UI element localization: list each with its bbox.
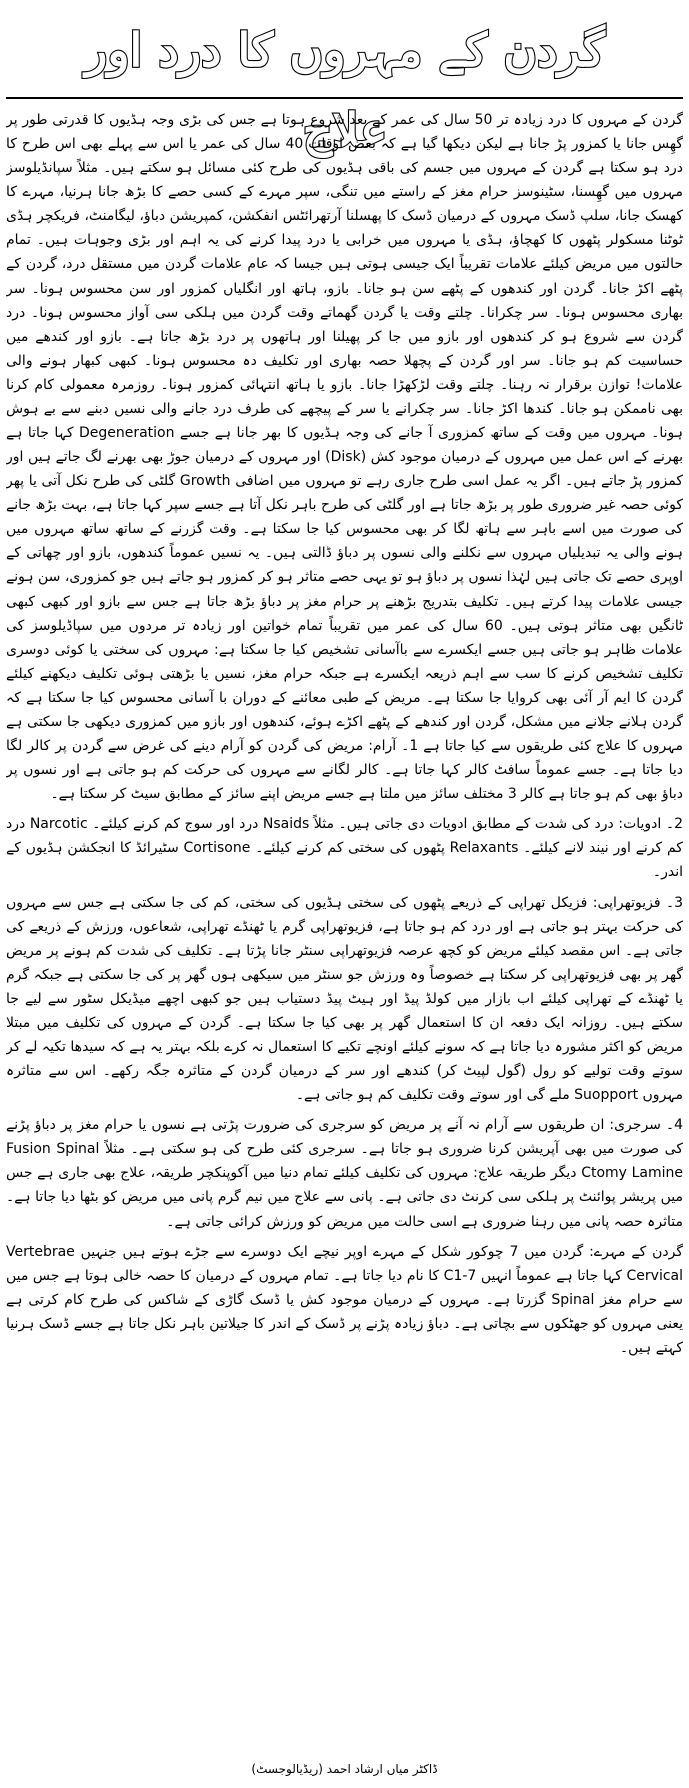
article-paragraph-intro: گردن کے مہروں کا درد زیادہ تر 50 سال کی عمر کے بعد شروع ہوتا ہے جس کی بڑی وجہ ہڈیوں کا قدرتی طور پر گھِس جانا یا کمزور پڑ جانا ہے لیکن دیکھا گیا ہے کہ بعض اوقات 40 سال کی عمر یا اس سے پہلے بھی اس طرح کا درد ہو سکتا ہے گردن کے مہروں میں جسم کی باقی ہڈیوں کی طرح کئی مسائل ہو سکتے ہیں۔ مثلاً سپانڈیلوسز مہروں میں گھِسنا، سٹینوسز حرام مغز کے راستے میں تنگی، سپر مہرے کے کسی حصے کا بڑھ جانا ہرنیا، مہرے کا کھسک جانا، سلپ ڈسک مہروں کے درمیان ڈسک کا پھسلنا آرتھرائٹس انفکشن، کمپریشن دباؤ، لیگامنٹ، فریکچر ہڈی ٹوٹنا مسکولر پٹھوں کا کھچاؤ، ہڈی یا مہروں میں خرابی یا درد پیدا کرنے کی یہ اہم اور بڑی وجوہات ہیں۔ تمام حالتوں میں مریض کیلئے علامات تقریباً ایک جیسی ہوتی ہیں جیسا کہ عام علامات گردن میں مستقل درد، گردن کے پٹھے اکڑ جانا۔ گردن اور کندھوں کے پٹھے سن ہو جانا۔ بازو، ہاتھ اور انگلیاں کمزور اور سن محسوس ہونا۔ سر بھاری محسوس ہونا۔ سر چکرانا۔ چلتے وقت یا گردن گھماتے وقت گردن میں ہلکی سی آواز محسوس ہونا۔ درد گردن سے شروع ہو کر کندھوں اور بازو میں جا کر پھیلنا اور ہاتھوں پر درد بڑھ جاتا ہے۔ بازو اور کندھے میں حساسیت کم ہو جانا۔ سر اور گردن کے پچھلا حصہ بھاری اور تکلیف دہ محسوس ہونا۔ کبھی کبھار ہونے والی علامات! توازن برقرار نہ رہنا۔ چلتے وقت لڑکھڑا جانا۔ بازو یا ہاتھ انتہائی کمزور ہونا۔ روزمرہ معمولی کام کرنا بھی ناممکن ہو جانا۔ کندھا اکڑ جانا۔ سر چکرانے یا سر کے پیچھے کی طرف درد جانے والی نسیں دبنے سے بے ہوش ہونا۔ مہروں میں وقت کے ساتھ کمزوری آ جانے کی وجہ ہڈیوں کا بھر جانا ہے جسے Degeneration کہا جاتا ہے بھرنے کے اس عمل میں مہروں کے درمیان موجود کش (Disk) اور مہروں کے درمیان جوڑ بھی بھرنے لگ جاتے ہیں اور کمزور پڑ جاتے ہیں۔ اگر یہ عمل اسی طرح جاری رہے تو مہروں میں اضافی Growth گلٹی کی طرح نکل آتی یا پھر کوئی حصہ غیر ضروری طور پر بڑھ جاتا ہے اور گلٹی کی طرح باہر نکل آتا ہے جسے سپر کہا جاتا ہے، بہت بڑھ جانے کی صورت میں اسے باہر سے ہاتھ لگا کر بھی محسوس کیا جا سکتا ہے۔ وقت گزرنے کے ساتھ ساتھ مہروں میں ہونے والی یہ تبدیلیاں مہروں سے نکلنے والی نسوں پر دباؤ ڈالتی ہیں۔ یہ نسیں عموماً کندھوں، بازو اور چھاتی کے اوپری حصے تک جاتی ہیں لہٰذا نسوں پر دباؤ ہو تو یہی حصے متاثر ہو کر کمزور ہو جاتے ہیں جو کمزوری، سن ہونے جیسی علامات پیدا کرتے ہیں۔ تکلیف بتدریج بڑھنے پر حرام مغز پر دباؤ بڑھ جاتا ہے جس سے بازو اور کبھی کبھی ٹانگیں بھی متاثر ہوتی ہیں۔ 60 سال کی عمر میں تقریباً تمام خواتین اور زیادہ تر مردوں میں سپاڈیلوسز کی علامات ظاہر ہو جاتی ہیں جسے ایکسرے سے باآسانی تشخیص کیا جا سکتا ہے: مہروں کی سختی یا کوئی دوسری تکلیف تشخیص کرنے کا سب سے اہم ذریعہ ایکسرے ہے جبکہ حرام مغز، نسیں یا بڑھتی ہوئی تکلیف دیکھنے کیلئے گردن کا ایم آر آئی بھی کروایا جا سکتا ہے۔ مریض کے طبی معائنے کے دوران با آسانی محسوس کیا جا سکتا ہے کہ گردن ہلانے جلانے میں مشکل، گردن اور کندھے کے پٹھے اکڑے ہوئے، کندھوں اور بازو میں کمزوری دیکھی جا سکتی ہے مہروں کا علاج کئی طریقوں سے کیا جاتا ہے 1۔ آرام: مریض کی گردن کو آرام دینے کی غرض سے گردن پر کالر لگا دیا جاتا ہے۔ جسے عموماً سافٹ کالر کہا جاتا ہے۔ کالر لگانے سے مہروں کی حرکت کم ہو جاتی ہے اور نسوں پر دباؤ بھی کم ہو جاتا ہے کالر 3 مختلف سائز میں ملتا ہے جسے مریض اپنے سائز کے مطابق سیٹ کر سکتا ہے۔	[6, 112, 683, 803]
article-paragraph-physiotherapy: 3۔ فزیوتھراپی: فزیکل تھراپی کے ذریعے پٹھوں کی سختی ہڈیوں کی سختی، کم کی جا سکتی ہے جس سے مہروں کی حرکت بہتر ہو جاتی ہے اور درد کم ہو جاتا ہے، فزیوتھراپی گرم یا ٹھنڈے تھراپی، شعاعوں، ورزش کے ذریعے کی جاتی ہے۔ اس مقصد کیلئے مریض کو کچھ عرصہ فزیوتھراپی سنٹر جانا پڑتا ہے۔ تکلیف کی شدت کم ہونے پر مریض گھر پر بھی فزیوتھراپی کر سکتا ہے خصوصاً وہ ورزش جو سنٹر میں سیکھی ہوں گھر پر کی جا سکتی ہے جبکہ گرم یا ٹھنڈے کے تھراپی کیلئے اب بازار میں کولڈ پیڈ اور ہیٹ پیڈ دستیاب ہیں جو کبھی اچھے میڈیکل سٹور سے لیے جا سکتے ہیں۔ روزانہ ایک دفعہ ان کا استعمال گھر پر بھی کیا جا سکتا ہے۔ گردن کے مہروں کی تکلیف میں مبتلا مریض کو اکثر مشورہ دیا جاتا ہے کہ سونے کیلئے اونچے تکیے کا استعمال نہ کرے بلکہ بہتر یہ ہے کہ سیدھا تکیہ لے کر سوتے وقت تولیے کو رول (گول لپیٹ کر) کندھے اور سر کے درمیان گردن کے متاثرہ جگہ رکھے۔ اس سے متاثرہ مہروں Suopport ملے گی اور سوتے وقت تکلیف کم ہو جاتی ہے۔	[6, 894, 683, 1104]
article-title: گردن کے مہروں کا درد اور علاج	[85, 23, 605, 157]
title-divider	[6, 97, 683, 99]
article-paragraph-surgery: 4۔ سرجری: ان طریقوں سے آرام نہ آنے پر مریض کو سرجری کی ضرورت پڑتی ہے نسوں یا حرام مغز پر دباؤ پڑنے کی صورت میں بھی آپریشن کرنا ضروری ہو جاتا ہے۔ سرجری کئی طرح کی ہو سکتی ہے۔ مثلاً Fusion Spinal Ctomy Lamine دیگر طریقہ علاج: مہروں کی تکلیف کیلئے تمام دنیا میں آکوپنکچر طریقہ، علاج بھی جاری ہے جس میں پریشر پوائنٹ پر ہلکی سی کرنٹ دی جاتی ہے۔ پانی سے علاج میں نیم گرم پانی میں مریض کو بٹھا دیا جاتا ہے۔ متاثرہ حصہ پانی میں رہنا ضروری ہے اسی حالت میں مریض کو ورزش کرائی جاتی ہے۔	[6, 1117, 683, 1230]
author-byline: ڈاکٹر میاں ارشاد احمد (ریڈیالوجسٹ)	[251, 1762, 438, 1776]
article-body	[6, 108, 683, 1776]
article-paragraph-cervical-vertebrae: گردن کے مہرے: گردن میں 7 چوکور شکل کے مہرے اوپر نیچے ایک دوسرے سے جڑے ہوتے ہیں جنہیں Vertebrae Cervical کہا جاتا ہے عموماً انہیں 7-C1 کا نام دیا جاتا ہے۔ تمام مہروں کے درمیان کا حصہ خالی ہوتا ہے جس میں سے حرام مغز Spinal گزرتا ہے۔ مہروں کے درمیان موجود کش یا ڈسک گاڑی کے شاکس کی طرح کام کرتی ہے یعنی مہروں کو جھٹکوں سے بچاتی ہے۔ دباؤ زیادہ پڑنے پر ڈسک کے اندر کا جیلاتین باہر نکل جاتا ہے جسے ڈسک ہرنیا کہتے ہیں۔	[6, 1243, 683, 1356]
article-paragraph-medication: 2۔ ادویات: درد کی شدت کے مطابق ادویات دی جاتی ہیں۔ مثلاً Nsaids درد اور سوج کم کرنے کیلئے۔ Narcotic درد کم کرنے اور نیند لانے کیلئے۔ Relaxants پٹھوں کی سختی کم کرنے کیلئے۔ Cortisone سٹیرائڈ کا انجکشن ہڈیوں کے اندر۔	[6, 816, 683, 881]
